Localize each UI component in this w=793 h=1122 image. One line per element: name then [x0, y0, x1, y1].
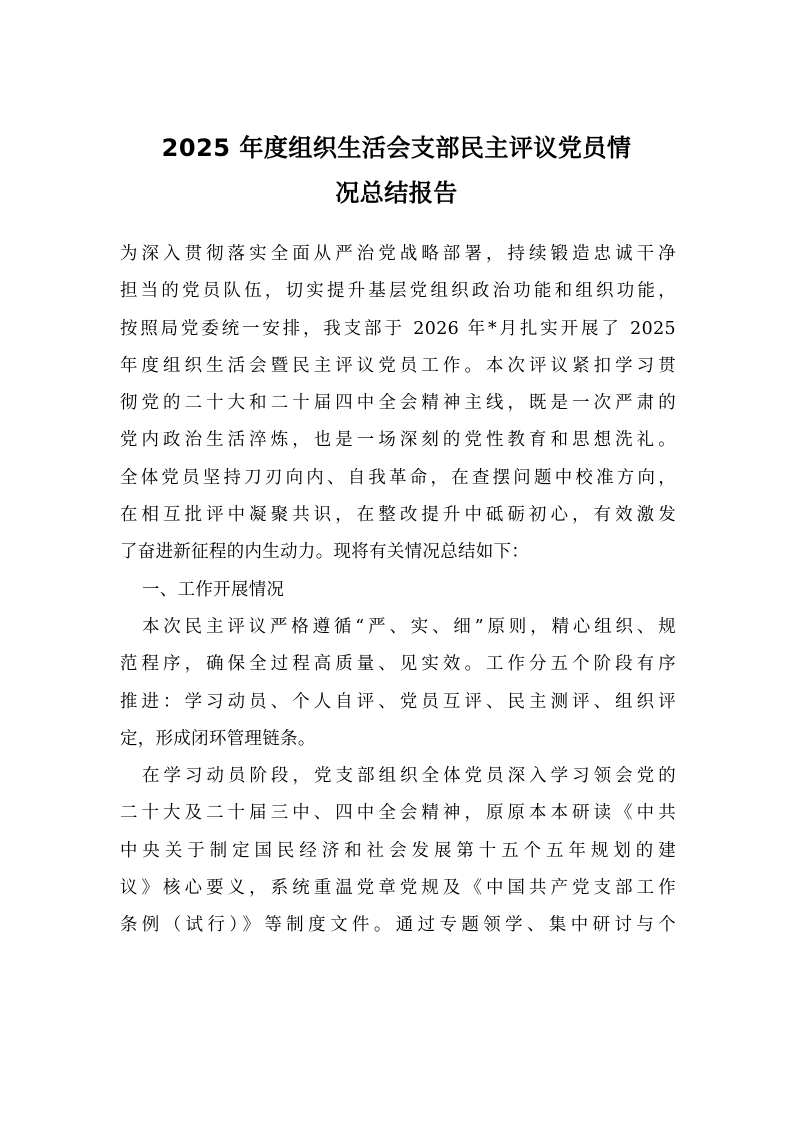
document-body	[120, 236, 676, 945]
section-heading-1	[120, 572, 676, 609]
text-line: 议》核心要义，系统重温党章党规及《中国共产党支部工作	[120, 878, 676, 899]
text-line: 党内政治生活淬炼，也是一场深刻的党性教育和思想洗礼。	[120, 430, 676, 451]
paragraph-study-phase	[120, 758, 676, 944]
text-line: 在学习动员阶段，党支部组织全体党员深入学习领会党的	[142, 766, 676, 787]
text-line: 担当的党员队伍，切实提升基层党组织政治功能和组织功能，	[120, 281, 676, 302]
paragraph-intro	[120, 236, 676, 572]
section-heading-text: 一、工作开展情况	[142, 579, 285, 600]
text-line: 推进：学习动员、个人自评、党员互评、民主测评、组织评	[120, 691, 676, 712]
paragraph-overview	[120, 609, 676, 758]
text-line: 二十大及二十届三中、四中全会精神，原原本本研读《中共	[120, 803, 676, 824]
document-title-line-2: 况总结报告	[335, 179, 458, 207]
text-line: 本次民主评议严格遵循“严、实、细”原则，精心组织、规	[142, 616, 676, 637]
text-line: 范程序，确保全过程高质量、见实效。工作分五个阶段有序	[120, 654, 676, 675]
text-line: 彻党的二十大和二十届四中全会精神主线，既是一次严肃的	[120, 393, 676, 414]
text-line: 全体党员坚持刀刃向内、自我革命，在查摆问题中校准方向，	[120, 467, 676, 488]
text-line: 在相互批评中凝聚共识，在整改提升中砥砺初心，有效激发	[120, 505, 676, 526]
document-title-line-1: 2025 年度组织生活会支部民主评议党员情	[161, 134, 632, 162]
text-line: 了奋进新征程的内生动力。现将有关情况总结如下：	[120, 542, 530, 563]
text-line: 年度组织生活会暨民主评议党员工作。本次评议紧扣学习贯	[120, 355, 676, 376]
text-line: 为深入贯彻落实全面从严治党战略部署，持续锻造忠诚干净	[120, 244, 676, 264]
text-line: 条例（试行）》等制度文件。通过专题领学、集中研讨与个	[120, 915, 676, 936]
text-line: 中央关于制定国民经济和社会发展第十五个五年规划的建	[120, 840, 676, 861]
text-line: 按照局党委统一安排，我支部于 2026 年*月扎实开展了 2025	[120, 318, 676, 339]
text-line: 定，形成闭环管理链条。	[120, 728, 316, 749]
